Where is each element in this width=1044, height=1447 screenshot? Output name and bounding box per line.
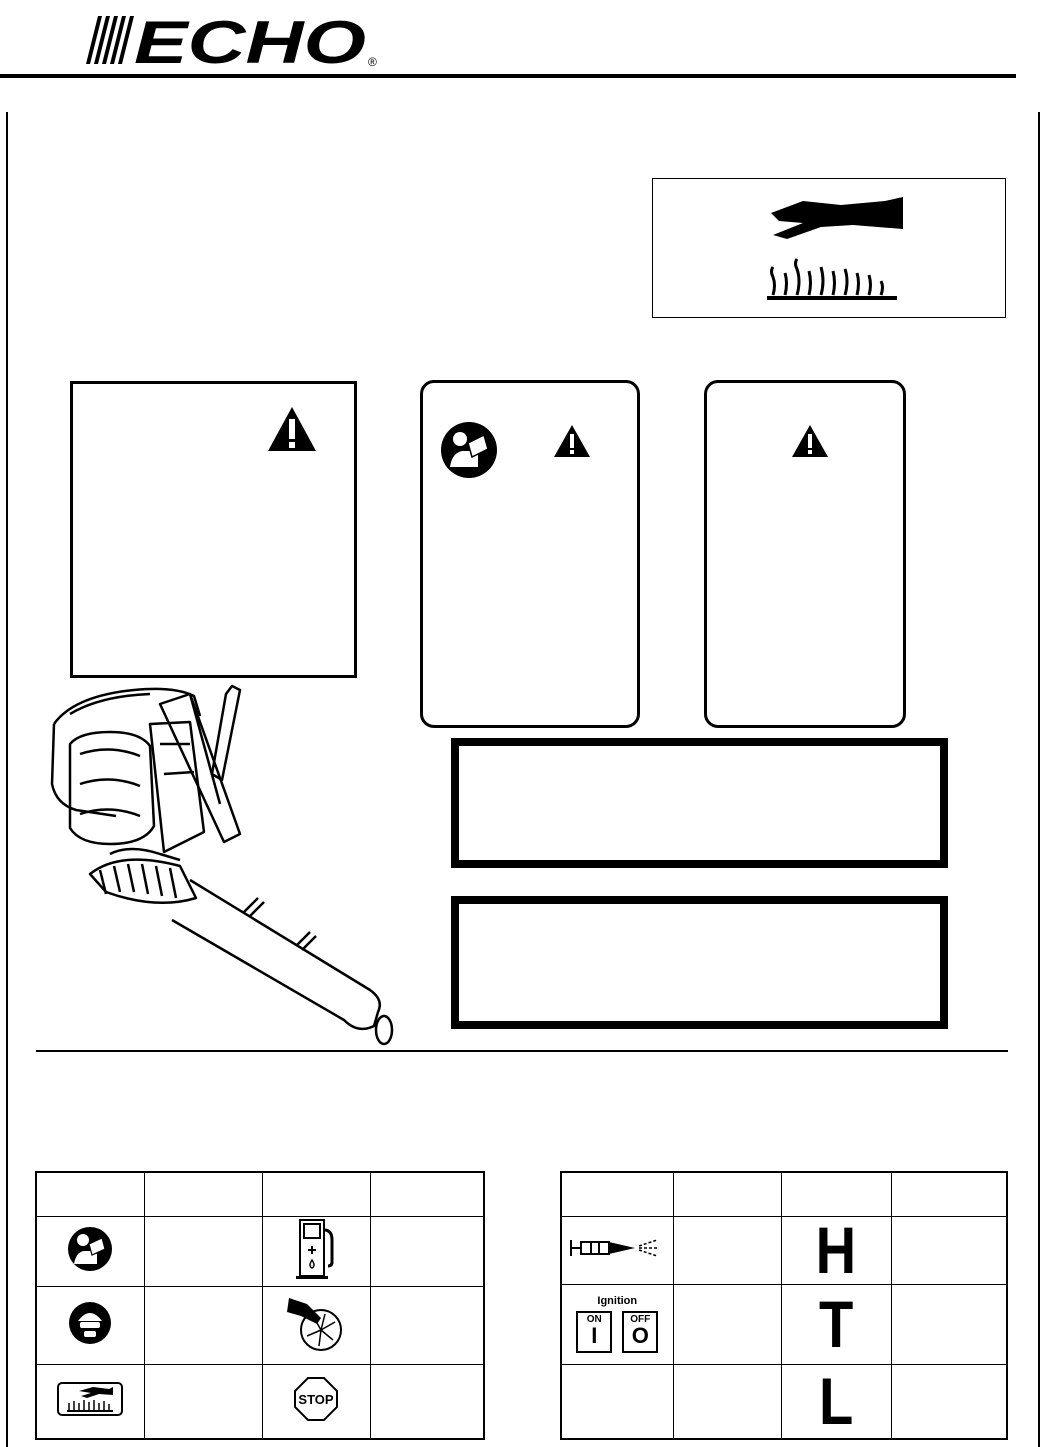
switch-off: OFF O <box>622 1311 658 1353</box>
letter-l: L <box>818 1364 854 1439</box>
eye-ear-head-protection-icon <box>68 1301 112 1345</box>
frame-left <box>6 112 8 1447</box>
stop-icon <box>293 1376 339 1422</box>
letter-t: T <box>818 1287 854 1361</box>
primer-injector-icon <box>569 1236 665 1260</box>
switch-on: ON I <box>576 1311 612 1353</box>
section-rule <box>36 1050 1008 1052</box>
hot-surface-icon <box>653 179 1005 317</box>
safety-decal <box>704 380 906 728</box>
letter-h: H <box>815 1213 857 1287</box>
hot-surface-icon <box>57 1382 123 1416</box>
hand-fan-hazard-icon <box>285 1292 347 1354</box>
frame-right <box>1038 112 1040 1447</box>
symbol-table-left <box>35 1171 485 1440</box>
ignition-switch-icon <box>561 1284 673 1364</box>
ignition-caption: Ignition <box>597 1295 638 1307</box>
warning-decal <box>70 381 357 678</box>
warning-triangle-icon <box>553 424 591 458</box>
notice-box-2 <box>451 896 948 1029</box>
header-rule <box>0 74 1016 78</box>
backpack-blower-illustration <box>40 684 402 1050</box>
echo-logo <box>76 8 386 68</box>
warning-triangle-icon <box>791 424 829 458</box>
stop-text: STOP <box>298 1391 334 1407</box>
symbol-cell <box>36 1216 144 1286</box>
registered-mark: ® <box>368 55 377 68</box>
brand-text: ECHO <box>134 9 366 68</box>
symbol-table-right <box>560 1171 1008 1440</box>
fuel-pump-icon <box>296 1218 336 1280</box>
read-manual-icon <box>440 421 498 479</box>
hot-surface-label <box>652 178 1006 318</box>
read-manual-icon <box>67 1226 113 1272</box>
read-manual-decal <box>420 380 640 728</box>
warning-triangle-icon <box>266 405 318 453</box>
notice-box-1 <box>451 738 948 868</box>
